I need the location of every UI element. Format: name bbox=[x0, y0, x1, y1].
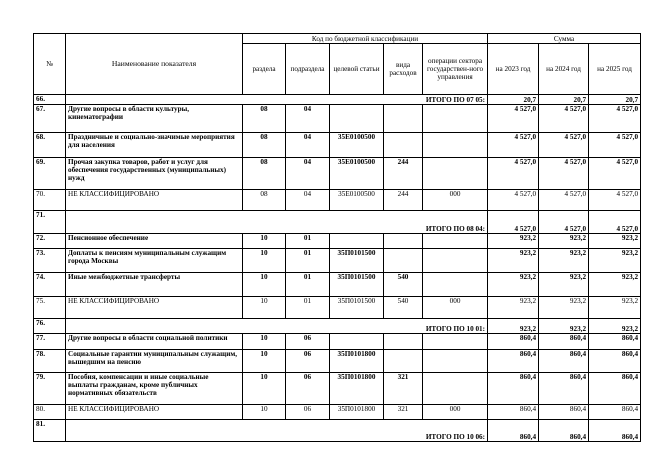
header-code-group: Код по бюджетной классификации bbox=[243, 34, 488, 44]
sum-y2025: 4 527,0 bbox=[589, 133, 641, 158]
header-2024: на 2024 год bbox=[539, 44, 589, 95]
code-vid: 244 bbox=[384, 158, 423, 190]
header-celevoy: целевой статьи bbox=[330, 44, 384, 95]
budget-document-page bbox=[33, 33, 640, 442]
row-number: 72. bbox=[34, 234, 66, 249]
indicator-name: Праздничные и социально-значимые мероприятия для населения bbox=[66, 133, 243, 158]
code-operacii bbox=[423, 350, 488, 373]
code-celevoy: 35П0101500 bbox=[330, 249, 384, 273]
indicator-name: Иные межбюджетные трансферты bbox=[66, 273, 243, 297]
code-vid: 321 bbox=[384, 373, 423, 405]
table-row bbox=[34, 273, 641, 297]
code-podrazdel: 01 bbox=[286, 234, 330, 249]
header-operacii: операции сектора государствен-ного управления bbox=[423, 44, 488, 95]
code-vid bbox=[384, 249, 423, 273]
header-2023: на 2023 год bbox=[488, 44, 539, 95]
code-razdel: 08 bbox=[243, 133, 286, 158]
sum-y2025: 860,4 bbox=[589, 334, 641, 350]
sum-y2024: 860,4 bbox=[539, 420, 589, 442]
code-celevoy bbox=[330, 334, 384, 350]
row-number: 77. bbox=[34, 334, 66, 350]
sum-y2024: 4 527,0 bbox=[539, 190, 589, 211]
itogo-label: ИТОГО ПО 10 01: bbox=[66, 319, 488, 334]
sum-y2023: 20,7 bbox=[488, 95, 539, 105]
table-row bbox=[34, 334, 641, 350]
header-podrazdel: подраздела bbox=[286, 44, 330, 95]
code-razdel: 10 bbox=[243, 273, 286, 297]
sum-y2024: 923,2 bbox=[539, 319, 589, 334]
sum-y2023: 923,2 bbox=[488, 249, 539, 273]
code-operacii bbox=[423, 373, 488, 405]
code-vid bbox=[384, 234, 423, 249]
code-razdel: 10 bbox=[243, 405, 286, 420]
table-row bbox=[34, 350, 641, 373]
code-podrazdel: 01 bbox=[286, 273, 330, 297]
code-celevoy: 35П0101500 bbox=[330, 297, 384, 319]
itogo-label: ИТОГО ПО 08 04: bbox=[66, 211, 488, 234]
table-row bbox=[34, 133, 641, 158]
code-celevoy: 35П0101800 bbox=[330, 405, 384, 420]
code-razdel: 08 bbox=[243, 105, 286, 133]
indicator-name: Прочая закупка товаров, работ и услуг для обеспечения государственных (муниципальных) нужд bbox=[66, 158, 243, 190]
budget-table bbox=[33, 33, 641, 442]
code-operacii: 000 bbox=[423, 190, 488, 211]
row-number: 69. bbox=[34, 158, 66, 190]
header-2025: на 2025 год bbox=[589, 44, 641, 95]
itogo-row bbox=[34, 420, 641, 442]
row-number: 73. bbox=[34, 249, 66, 273]
code-podrazdel: 04 bbox=[286, 105, 330, 133]
code-operacii bbox=[423, 133, 488, 158]
itogo-row bbox=[34, 211, 641, 234]
code-razdel: 10 bbox=[243, 373, 286, 405]
sum-y2025: 4 527,0 bbox=[589, 190, 641, 211]
code-celevoy: 35Е0100500 bbox=[330, 190, 384, 211]
header-razdel: раздела bbox=[243, 44, 286, 95]
code-podrazdel: 04 bbox=[286, 190, 330, 211]
row-number: 78. bbox=[34, 350, 66, 373]
code-vid bbox=[384, 105, 423, 133]
row-number: 66. bbox=[34, 95, 66, 105]
sum-y2024: 860,4 bbox=[539, 334, 589, 350]
sum-y2025: 20,7 bbox=[589, 95, 641, 105]
sum-y2025: 860,4 bbox=[589, 373, 641, 405]
code-podrazdel: 06 bbox=[286, 350, 330, 373]
row-number: 79. bbox=[34, 373, 66, 405]
sum-y2025: 923,2 bbox=[589, 234, 641, 249]
row-number: 76. bbox=[34, 319, 66, 334]
indicator-name: НЕ КЛАССИФИЦИРОВАНО bbox=[66, 190, 243, 211]
sum-y2023: 923,2 bbox=[488, 273, 539, 297]
sum-y2025: 923,2 bbox=[589, 297, 641, 319]
sum-y2025: 4 527,0 bbox=[589, 105, 641, 133]
code-operacii: 000 bbox=[423, 297, 488, 319]
code-celevoy: 35П0101800 bbox=[330, 350, 384, 373]
row-number: 81. bbox=[34, 420, 66, 442]
sum-y2024: 860,4 bbox=[539, 373, 589, 405]
code-razdel: 10 bbox=[243, 350, 286, 373]
code-vid: 540 bbox=[384, 273, 423, 297]
sum-y2025: 860,4 bbox=[589, 420, 641, 442]
row-number: 70. bbox=[34, 190, 66, 211]
sum-y2023: 4 527,0 bbox=[488, 105, 539, 133]
sum-y2025: 4 527,0 bbox=[589, 158, 641, 190]
code-vid bbox=[384, 334, 423, 350]
sum-y2024: 860,4 bbox=[539, 350, 589, 373]
table-body bbox=[34, 95, 641, 442]
indicator-name: Доплаты к пенсиям муниципальным служащим города Москвы bbox=[66, 249, 243, 273]
sum-y2023: 4 527,0 bbox=[488, 133, 539, 158]
code-operacii bbox=[423, 158, 488, 190]
code-podrazdel: 04 bbox=[286, 158, 330, 190]
sum-y2023: 4 527,0 bbox=[488, 190, 539, 211]
table-row bbox=[34, 405, 641, 420]
code-vid: 244 bbox=[384, 190, 423, 211]
code-operacii bbox=[423, 334, 488, 350]
row-number: 71. bbox=[34, 211, 66, 234]
code-podrazdel: 01 bbox=[286, 249, 330, 273]
code-vid bbox=[384, 350, 423, 373]
code-razdel: 10 bbox=[243, 249, 286, 273]
row-number: 68. bbox=[34, 133, 66, 158]
header-name: Наименование показателя bbox=[66, 34, 243, 95]
code-vid: 321 bbox=[384, 405, 423, 420]
sum-y2024: 4 527,0 bbox=[539, 133, 589, 158]
row-number: 75. bbox=[34, 297, 66, 319]
sum-y2024: 860,4 bbox=[539, 405, 589, 420]
row-number: 80. bbox=[34, 405, 66, 420]
sum-y2023: 860,4 bbox=[488, 334, 539, 350]
sum-y2025: 4 527,0 bbox=[589, 211, 641, 234]
code-celevoy bbox=[330, 105, 384, 133]
code-razdel: 10 bbox=[243, 234, 286, 249]
code-podrazdel: 01 bbox=[286, 297, 330, 319]
itogo-row bbox=[34, 95, 641, 105]
code-operacii: 000 bbox=[423, 405, 488, 420]
table-row bbox=[34, 297, 641, 319]
code-razdel: 10 bbox=[243, 334, 286, 350]
code-razdel: 08 bbox=[243, 158, 286, 190]
code-razdel: 08 bbox=[243, 190, 286, 211]
itogo-row bbox=[34, 319, 641, 334]
row-number: 74. bbox=[34, 273, 66, 297]
code-celevoy: 35П0101800 bbox=[330, 373, 384, 405]
code-podrazdel: 04 bbox=[286, 133, 330, 158]
indicator-name: НЕ КЛАССИФИЦИРОВАНО bbox=[66, 405, 243, 420]
sum-y2024: 923,2 bbox=[539, 273, 589, 297]
sum-y2025: 923,2 bbox=[589, 249, 641, 273]
sum-y2025: 923,2 bbox=[589, 273, 641, 297]
code-operacii bbox=[423, 105, 488, 133]
sum-y2023: 923,2 bbox=[488, 297, 539, 319]
code-podrazdel: 06 bbox=[286, 405, 330, 420]
sum-y2023: 4 527,0 bbox=[488, 158, 539, 190]
code-celevoy: 35Е0100500 bbox=[330, 158, 384, 190]
sum-y2023: 860,4 bbox=[488, 373, 539, 405]
sum-y2024: 4 527,0 bbox=[539, 158, 589, 190]
code-operacii bbox=[423, 234, 488, 249]
code-celevoy: 35П0101500 bbox=[330, 273, 384, 297]
code-vid: 540 bbox=[384, 297, 423, 319]
sum-y2025: 923,2 bbox=[589, 319, 641, 334]
table-row bbox=[34, 105, 641, 133]
sum-y2023: 860,4 bbox=[488, 420, 539, 442]
itogo-label: ИТОГО ПО 10 06: bbox=[66, 420, 488, 442]
code-vid bbox=[384, 133, 423, 158]
sum-y2023: 923,2 bbox=[488, 234, 539, 249]
table-header bbox=[34, 34, 641, 95]
indicator-name: Другие вопросы в области социальной политики bbox=[66, 334, 243, 350]
code-razdel: 10 bbox=[243, 297, 286, 319]
header-sum-group: Сумма bbox=[488, 34, 641, 44]
sum-y2025: 860,4 bbox=[589, 350, 641, 373]
header-vid: вида расходов bbox=[384, 44, 423, 95]
indicator-name: Социальные гарантии муниципальным служащим, вышедшим на пенсию bbox=[66, 350, 243, 373]
indicator-name: Пособия, компенсации и иные социальные выплаты гражданам, кроме публичных нормативных обязательств bbox=[66, 373, 243, 405]
sum-y2024: 4 527,0 bbox=[539, 211, 589, 234]
code-celevoy: 35Е0100500 bbox=[330, 133, 384, 158]
sum-y2023: 4 527,0 bbox=[488, 211, 539, 234]
sum-y2023: 923,2 bbox=[488, 319, 539, 334]
header-no: № bbox=[34, 34, 66, 95]
code-operacii bbox=[423, 249, 488, 273]
sum-y2024: 923,2 bbox=[539, 234, 589, 249]
sum-y2024: 4 527,0 bbox=[539, 105, 589, 133]
sum-y2023: 860,4 bbox=[488, 405, 539, 420]
indicator-name: Другие вопросы в области культуры, кинематографии bbox=[66, 105, 243, 133]
code-podrazdel: 06 bbox=[286, 373, 330, 405]
table-row bbox=[34, 249, 641, 273]
code-operacii bbox=[423, 273, 488, 297]
sum-y2023: 860,4 bbox=[488, 350, 539, 373]
code-celevoy bbox=[330, 234, 384, 249]
sum-y2024: 20,7 bbox=[539, 95, 589, 105]
row-number: 67. bbox=[34, 105, 66, 133]
table-row bbox=[34, 158, 641, 190]
table-row bbox=[34, 234, 641, 249]
itogo-label: ИТОГО ПО 07 05: bbox=[66, 95, 488, 105]
table-row bbox=[34, 373, 641, 405]
sum-y2024: 923,2 bbox=[539, 249, 589, 273]
sum-y2024: 923,2 bbox=[539, 297, 589, 319]
indicator-name: НЕ КЛАССИФИЦИРОВАНО bbox=[66, 297, 243, 319]
code-podrazdel: 06 bbox=[286, 334, 330, 350]
table-row bbox=[34, 190, 641, 211]
sum-y2025: 860,4 bbox=[589, 405, 641, 420]
indicator-name: Пенсионное обеспечение bbox=[66, 234, 243, 249]
